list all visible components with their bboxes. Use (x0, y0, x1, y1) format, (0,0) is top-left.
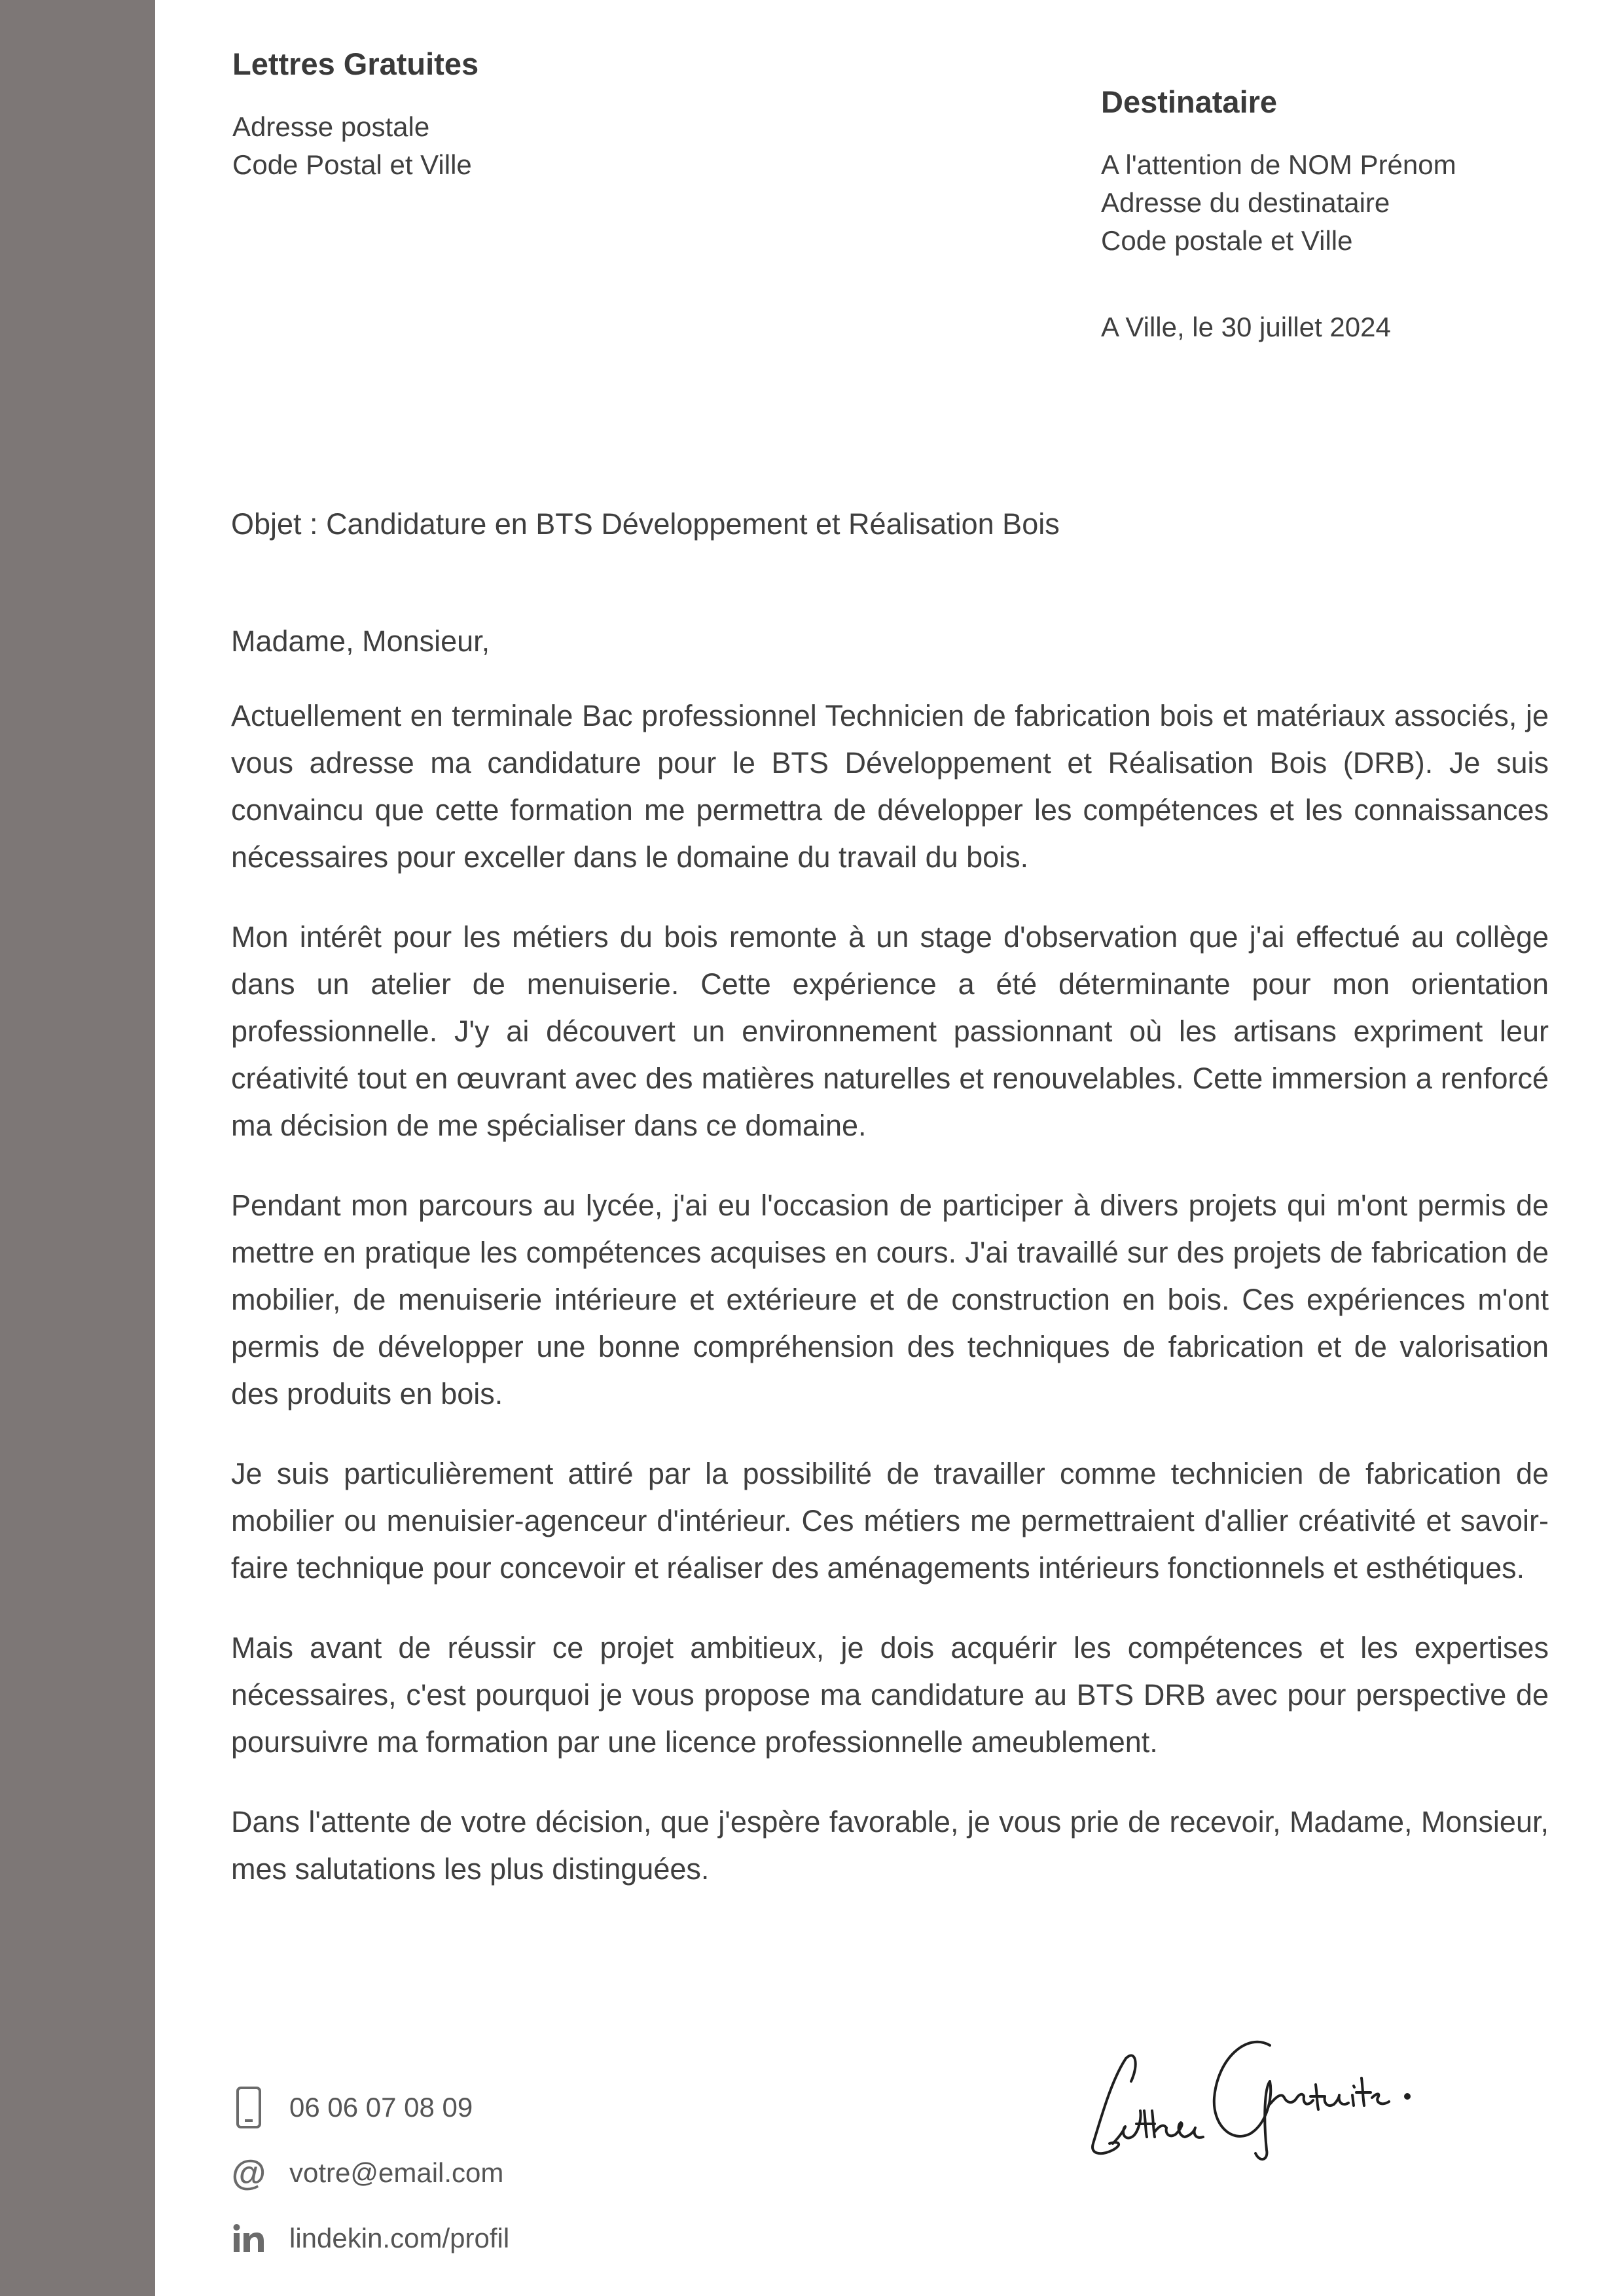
paragraph-4: Je suis particulièrement attiré par la possibilité de travailler comme technicien de fabrication de mobilier ou menuisier-agenceur d'intérieur. Ces métiers me permettraient d'allier créativité et savoir-faire technique pour concevoir et réaliser des aménagements intérieurs fonctionnels et esthétiques. (231, 1457, 1549, 1585)
letter-body (231, 622, 1549, 1926)
recipient-address: Adresse du destinataire (1101, 187, 1390, 218)
paragraph-1: Actuellement en terminale Bac professionnel Technicien de fabrication bois et matériaux associés, je vous adresse ma candidature pour le BTS Développement et Réalisation Bois (DRB). Je suis convaincu que cette formation me permettra de développer les compétences et les connaissances nécessaires pour exceller dans le domaine du travail du bois. (231, 699, 1549, 874)
paragraph-3: Pendant mon parcours au lycée, j'ai eu l'occasion de participer à divers projets qui m'ont permis de mettre en pratique les compétences acquises en cours. J'ai travaillé sur des projets de fabrication de mobilier, de menuiserie intérieure et extérieure et de construction en bois. Ces expériences m'ont permis de développer une bonne compréhension des techniques de fabrication et de valorisation des produits en bois. (231, 1189, 1549, 1410)
contact-email[interactable]: votre@email.com (289, 2157, 504, 2188)
sender-name: Lettres Gratuites (232, 46, 479, 81)
sender-address: Adresse postale (232, 111, 430, 142)
paragraph-2: Mon intérêt pour les métiers du bois remonte à un stage d'observation que j'ai effectué au collège dans un atelier de menuiserie. Cette expérience a été déterminante pour mon orientation professionnelle. J'y ai découvert un environnement passionnant où les artisans expriment leur créativité tout en œuvrant avec des matières naturelles et renouvelables. Cette immersion a renforcé ma décision de me spécialiser dans ce domaine. (231, 920, 1549, 1142)
recipient-city: Code postale et Ville (1101, 225, 1353, 256)
linkedin-icon (229, 2215, 268, 2261)
sender-city: Code Postal et Ville (232, 149, 472, 180)
contact-phone: 06 06 07 08 09 (289, 2092, 473, 2123)
letter-date: A Ville, le 30 juillet 2024 (1101, 312, 1391, 342)
contact-email-row (229, 2140, 509, 2206)
smartphone-icon (229, 2085, 268, 2130)
contact-block (229, 2075, 509, 2271)
at-sign-icon: @ (231, 2153, 266, 2193)
sidebar-band (0, 0, 155, 2296)
letter-subject: Objet : Candidature en BTS Développement et Réalisation Bois (231, 507, 1060, 541)
paragraph-5: Mais avant de réussir ce projet ambitieux, je dois acquérir les compétences et les expertises nécessaires, c'est pourquoi je vous propose ma candidature au BTS DRB avec pour perspective de poursuivre ma formation par une licence professionnelle ameublement. (231, 1631, 1549, 1759)
sender-block (232, 46, 478, 184)
contact-phone-row (229, 2075, 509, 2140)
recipient-title: Destinataire (1101, 84, 1278, 119)
greeting: Madame, Monsieur, (231, 624, 490, 658)
contact-linkedin[interactable]: lindekin.com/profil (289, 2223, 510, 2253)
paragraph-6: Dans l'attente de votre décision, que j'espère favorable, je vous prie de recevoir, Madame, Monsieur, mes salutations les plus distinguées. (231, 1805, 1549, 1886)
contact-linkedin-row (229, 2206, 509, 2271)
recipient-attention: A l'attention de NOM Prénom (1101, 149, 1456, 180)
handwritten-signature (1074, 2019, 1453, 2170)
recipient-block (1101, 84, 1456, 260)
